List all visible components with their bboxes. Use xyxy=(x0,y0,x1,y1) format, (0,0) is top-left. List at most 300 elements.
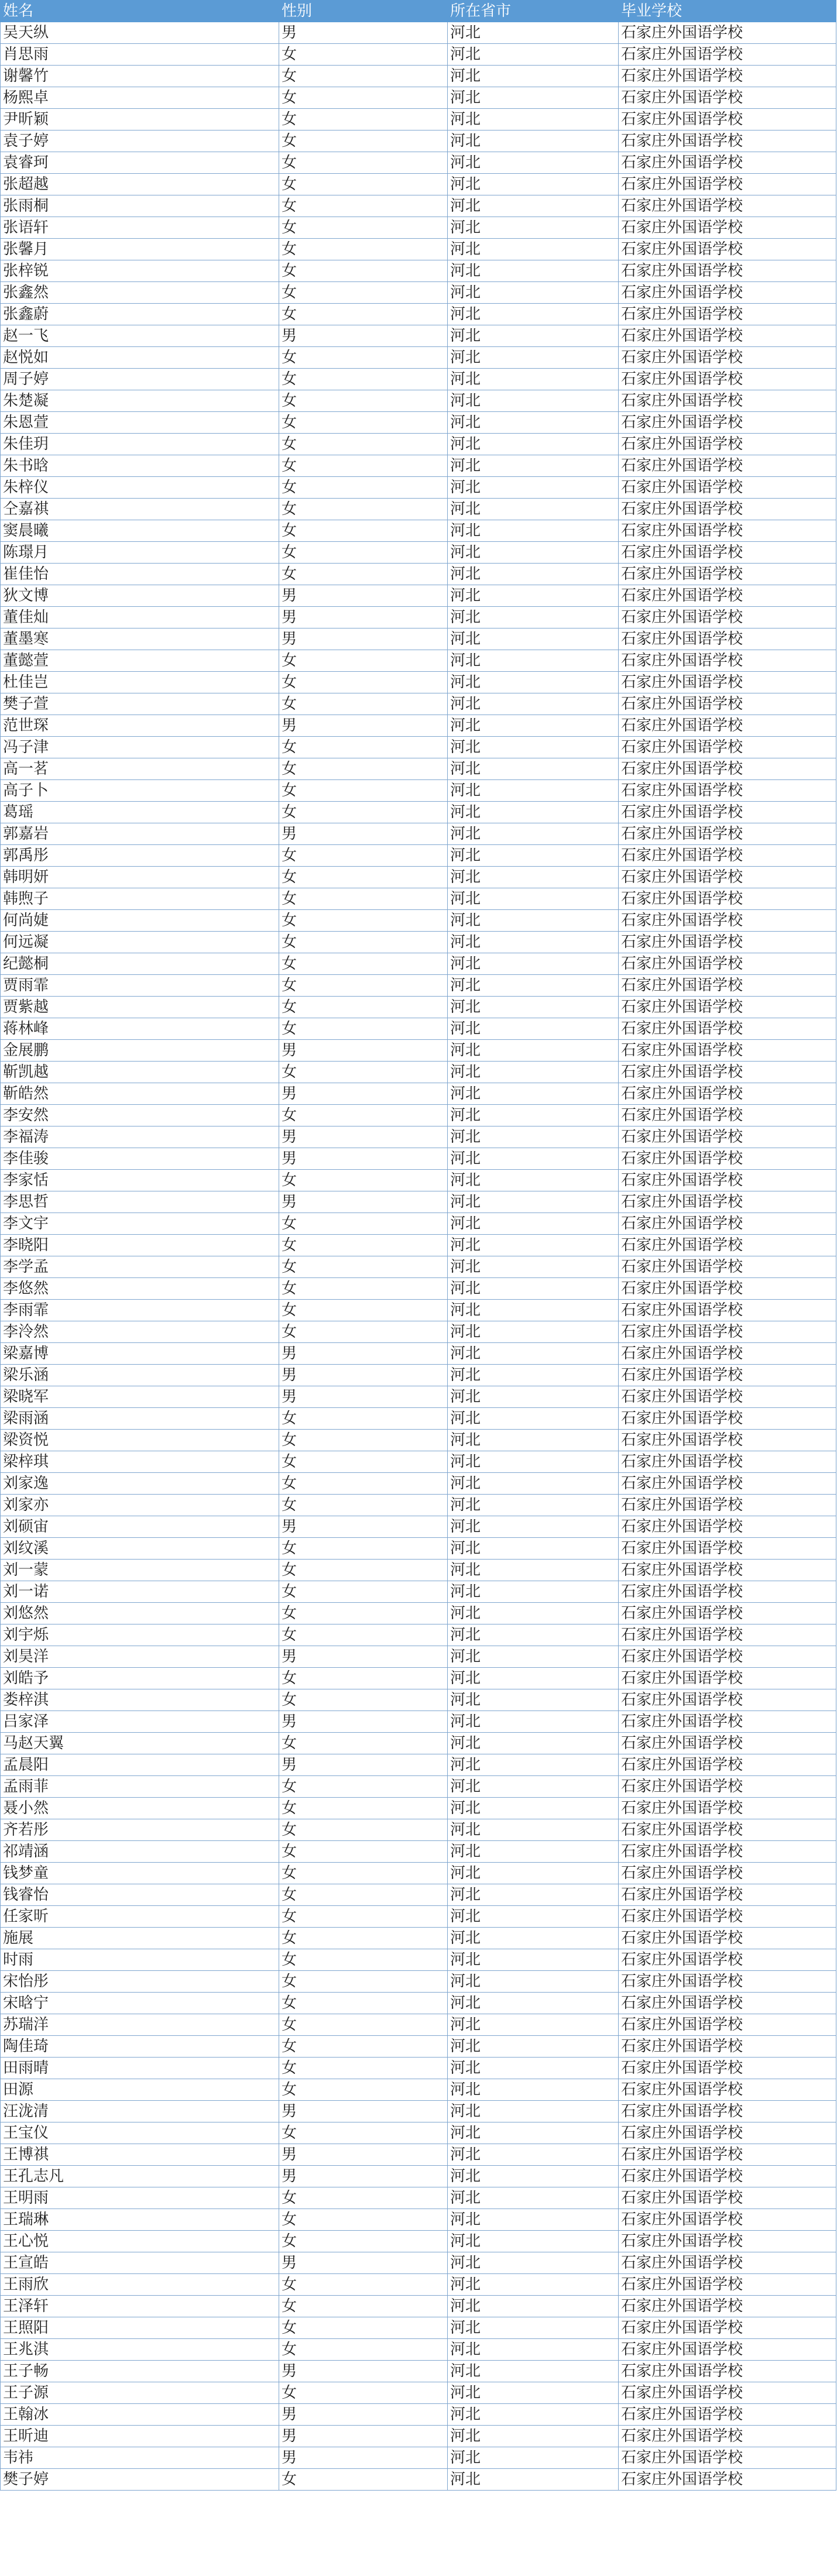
cell-province[interactable]: 河北 xyxy=(448,1646,619,1668)
cell-province[interactable]: 河北 xyxy=(448,672,619,693)
cell-province[interactable]: 河北 xyxy=(448,1300,619,1321)
cell-province[interactable]: 河北 xyxy=(448,2231,619,2252)
cell-gender[interactable]: 男 xyxy=(279,1191,448,1213)
cell-province[interactable]: 河北 xyxy=(448,195,619,217)
cell-province[interactable]: 河北 xyxy=(448,1603,619,1624)
cell-name[interactable]: 梁雨涵 xyxy=(1,1408,279,1430)
cell-school[interactable]: 石家庄外国语学校 xyxy=(619,1451,836,1473)
cell-gender[interactable]: 女 xyxy=(279,1776,448,1798)
cell-province[interactable]: 河北 xyxy=(448,1733,619,1754)
cell-gender[interactable]: 男 xyxy=(279,325,448,347)
cell-province[interactable]: 河北 xyxy=(448,66,619,87)
cell-name[interactable]: 李晓阳 xyxy=(1,1235,279,1256)
cell-school[interactable]: 石家庄外国语学校 xyxy=(619,2144,836,2166)
cell-province[interactable]: 河北 xyxy=(448,239,619,260)
cell-school[interactable]: 石家庄外国语学校 xyxy=(619,2014,836,2036)
cell-name[interactable]: 梁资悦 xyxy=(1,1430,279,1451)
cell-school[interactable]: 石家庄外国语学校 xyxy=(619,2252,836,2274)
cell-province[interactable]: 河北 xyxy=(448,1841,619,1863)
cell-school[interactable]: 石家庄外国语学校 xyxy=(619,1343,836,1365)
cell-province[interactable]: 河北 xyxy=(448,2036,619,2058)
cell-name[interactable]: 朱楚凝 xyxy=(1,390,279,412)
cell-gender[interactable]: 女 xyxy=(279,1062,448,1083)
cell-school[interactable]: 石家庄外国语学校 xyxy=(619,1365,836,1386)
cell-school[interactable]: 石家庄外国语学校 xyxy=(619,758,836,780)
cell-province[interactable]: 河北 xyxy=(448,44,619,66)
cell-school[interactable]: 石家庄外国语学校 xyxy=(619,1689,836,1711)
cell-province[interactable]: 河北 xyxy=(448,1993,619,2014)
cell-name[interactable]: 韩明妍 xyxy=(1,867,279,888)
cell-name[interactable]: 高一茗 xyxy=(1,758,279,780)
cell-name[interactable]: 梁晓军 xyxy=(1,1386,279,1408)
cell-province[interactable]: 河北 xyxy=(448,174,619,195)
cell-gender[interactable]: 男 xyxy=(279,1386,448,1408)
cell-province[interactable]: 河北 xyxy=(448,1906,619,1928)
cell-name[interactable]: 王宣皓 xyxy=(1,2252,279,2274)
cell-gender[interactable]: 女 xyxy=(279,910,448,932)
cell-gender[interactable]: 男 xyxy=(279,2252,448,2274)
cell-name[interactable]: 葛瑶 xyxy=(1,802,279,823)
cell-name[interactable]: 汪泷清 xyxy=(1,2101,279,2122)
cell-school[interactable]: 石家庄外国语学校 xyxy=(619,672,836,693)
cell-school[interactable]: 石家庄外国语学校 xyxy=(619,845,836,867)
cell-gender[interactable]: 女 xyxy=(279,953,448,975)
cell-province[interactable]: 河北 xyxy=(448,325,619,347)
cell-name[interactable]: 刘家逸 xyxy=(1,1473,279,1495)
cell-gender[interactable]: 女 xyxy=(279,2058,448,2079)
cell-province[interactable]: 河北 xyxy=(448,1256,619,1278)
cell-gender[interactable]: 女 xyxy=(279,542,448,564)
cell-school[interactable]: 石家庄外国语学校 xyxy=(619,737,836,758)
cell-province[interactable]: 河北 xyxy=(448,2447,619,2469)
cell-gender[interactable]: 女 xyxy=(279,1473,448,1495)
cell-province[interactable]: 河北 xyxy=(448,845,619,867)
cell-gender[interactable]: 女 xyxy=(279,304,448,325)
cell-name[interactable]: 田雨晴 xyxy=(1,2058,279,2079)
cell-gender[interactable]: 女 xyxy=(279,867,448,888)
cell-name[interactable]: 朱书晗 xyxy=(1,455,279,477)
cell-gender[interactable]: 男 xyxy=(279,22,448,44)
cell-school[interactable]: 石家庄外国语学校 xyxy=(619,2058,836,2079)
cell-gender[interactable]: 女 xyxy=(279,1321,448,1343)
cell-gender[interactable]: 女 xyxy=(279,520,448,542)
cell-school[interactable]: 石家庄外国语学校 xyxy=(619,1538,836,1560)
cell-gender[interactable]: 女 xyxy=(279,1993,448,2014)
cell-name[interactable]: 贾雨霏 xyxy=(1,975,279,997)
cell-name[interactable]: 肖思雨 xyxy=(1,44,279,66)
cell-province[interactable]: 河北 xyxy=(448,2404,619,2426)
cell-province[interactable]: 河北 xyxy=(448,477,619,499)
cell-province[interactable]: 河北 xyxy=(448,2209,619,2231)
cell-name[interactable]: 朱恩萱 xyxy=(1,412,279,434)
cell-name[interactable]: 吴天纵 xyxy=(1,22,279,44)
cell-gender[interactable]: 女 xyxy=(279,2317,448,2339)
header-name[interactable]: 姓名 xyxy=(1,1,279,22)
cell-school[interactable]: 石家庄外国语学校 xyxy=(619,434,836,455)
cell-school[interactable]: 石家庄外国语学校 xyxy=(619,780,836,802)
cell-gender[interactable]: 女 xyxy=(279,109,448,130)
cell-name[interactable]: 李思哲 xyxy=(1,1191,279,1213)
cell-name[interactable]: 谢馨竹 xyxy=(1,66,279,87)
cell-name[interactable]: 金展鹏 xyxy=(1,1040,279,1062)
cell-school[interactable]: 石家庄外国语学校 xyxy=(619,66,836,87)
cell-province[interactable]: 河北 xyxy=(448,347,619,369)
cell-name[interactable]: 张语轩 xyxy=(1,217,279,239)
cell-school[interactable]: 石家庄外国语学校 xyxy=(619,953,836,975)
cell-province[interactable]: 河北 xyxy=(448,2122,619,2144)
cell-province[interactable]: 河北 xyxy=(448,737,619,758)
cell-name[interactable]: 李悠然 xyxy=(1,1278,279,1300)
cell-school[interactable]: 石家庄外国语学校 xyxy=(619,109,836,130)
cell-school[interactable]: 石家庄外国语学校 xyxy=(619,22,836,44)
cell-name[interactable]: 王心悦 xyxy=(1,2231,279,2252)
cell-school[interactable]: 石家庄外国语学校 xyxy=(619,1386,836,1408)
cell-gender[interactable]: 女 xyxy=(279,390,448,412)
cell-name[interactable]: 朱梓仪 xyxy=(1,477,279,499)
cell-name[interactable]: 刘一诺 xyxy=(1,1581,279,1603)
cell-province[interactable]: 河北 xyxy=(448,758,619,780)
cell-province[interactable]: 河北 xyxy=(448,1321,619,1343)
cell-province[interactable]: 河北 xyxy=(448,217,619,239)
cell-name[interactable]: 王子畅 xyxy=(1,2361,279,2382)
cell-gender[interactable]: 女 xyxy=(279,932,448,953)
cell-name[interactable]: 任家昕 xyxy=(1,1906,279,1928)
cell-province[interactable]: 河北 xyxy=(448,1689,619,1711)
cell-province[interactable]: 河北 xyxy=(448,304,619,325)
cell-province[interactable]: 河北 xyxy=(448,1170,619,1191)
cell-province[interactable]: 河北 xyxy=(448,585,619,607)
cell-school[interactable]: 石家庄外国语学校 xyxy=(619,1971,836,1993)
cell-school[interactable]: 石家庄外国语学校 xyxy=(619,390,836,412)
cell-name[interactable]: 刘纹溪 xyxy=(1,1538,279,1560)
cell-name[interactable]: 何远凝 xyxy=(1,932,279,953)
cell-gender[interactable]: 女 xyxy=(279,2339,448,2361)
cell-name[interactable]: 韦祎 xyxy=(1,2447,279,2469)
cell-gender[interactable]: 男 xyxy=(279,1711,448,1733)
cell-school[interactable]: 石家庄外国语学校 xyxy=(619,1668,836,1689)
cell-gender[interactable]: 女 xyxy=(279,1018,448,1040)
cell-gender[interactable]: 女 xyxy=(279,282,448,304)
cell-gender[interactable]: 女 xyxy=(279,672,448,693)
cell-name[interactable]: 刘昊洋 xyxy=(1,1646,279,1668)
cell-school[interactable]: 石家庄外国语学校 xyxy=(619,1754,836,1776)
cell-school[interactable]: 石家庄外国语学校 xyxy=(619,867,836,888)
cell-province[interactable]: 河北 xyxy=(448,390,619,412)
cell-province[interactable]: 河北 xyxy=(448,888,619,910)
cell-gender[interactable]: 女 xyxy=(279,1170,448,1191)
cell-province[interactable]: 河北 xyxy=(448,1386,619,1408)
cell-name[interactable]: 齐若彤 xyxy=(1,1819,279,1841)
cell-province[interactable]: 河北 xyxy=(448,520,619,542)
cell-school[interactable]: 石家庄外国语学校 xyxy=(619,1213,836,1235)
cell-school[interactable]: 石家庄外国语学校 xyxy=(619,325,836,347)
cell-name[interactable]: 郭嘉岩 xyxy=(1,823,279,845)
cell-school[interactable]: 石家庄外国语学校 xyxy=(619,412,836,434)
cell-school[interactable]: 石家庄外国语学校 xyxy=(619,1235,836,1256)
cell-school[interactable]: 石家庄外国语学校 xyxy=(619,2447,836,2469)
cell-gender[interactable]: 男 xyxy=(279,2144,448,2166)
cell-gender[interactable]: 女 xyxy=(279,1928,448,1949)
cell-province[interactable]: 河北 xyxy=(448,2252,619,2274)
cell-name[interactable]: 刘家亦 xyxy=(1,1495,279,1516)
cell-gender[interactable]: 女 xyxy=(279,2036,448,2058)
cell-name[interactable]: 娄梓淇 xyxy=(1,1689,279,1711)
cell-province[interactable]: 河北 xyxy=(448,1040,619,1062)
cell-province[interactable]: 河北 xyxy=(448,1971,619,1993)
cell-name[interactable]: 刘硕宙 xyxy=(1,1516,279,1538)
cell-gender[interactable]: 男 xyxy=(279,585,448,607)
cell-name[interactable]: 王孔志凡 xyxy=(1,2166,279,2187)
cell-province[interactable]: 河北 xyxy=(448,1581,619,1603)
cell-province[interactable]: 河北 xyxy=(448,1343,619,1365)
cell-gender[interactable]: 女 xyxy=(279,2469,448,2491)
cell-province[interactable]: 河北 xyxy=(448,109,619,130)
cell-gender[interactable]: 女 xyxy=(279,2231,448,2252)
cell-gender[interactable]: 女 xyxy=(279,1624,448,1646)
cell-province[interactable]: 河北 xyxy=(448,1062,619,1083)
cell-school[interactable]: 石家庄外国语学校 xyxy=(619,542,836,564)
cell-name[interactable]: 钱睿怡 xyxy=(1,1884,279,1906)
cell-school[interactable]: 石家庄外国语学校 xyxy=(619,174,836,195)
cell-gender[interactable]: 女 xyxy=(279,1256,448,1278)
cell-name[interactable]: 王宝仪 xyxy=(1,2122,279,2144)
cell-name[interactable]: 张超越 xyxy=(1,174,279,195)
cell-province[interactable]: 河北 xyxy=(448,2317,619,2339)
cell-school[interactable]: 石家庄外国语学校 xyxy=(619,1321,836,1343)
cell-name[interactable]: 刘一蒙 xyxy=(1,1560,279,1581)
cell-province[interactable]: 河北 xyxy=(448,1884,619,1906)
cell-province[interactable]: 河北 xyxy=(448,1928,619,1949)
cell-gender[interactable]: 女 xyxy=(279,2014,448,2036)
cell-gender[interactable]: 女 xyxy=(279,412,448,434)
cell-name[interactable]: 李雨霏 xyxy=(1,1300,279,1321)
cell-school[interactable]: 石家庄外国语学校 xyxy=(619,1018,836,1040)
cell-school[interactable]: 石家庄外国语学校 xyxy=(619,2187,836,2209)
cell-name[interactable]: 王雨欣 xyxy=(1,2274,279,2296)
cell-gender[interactable]: 女 xyxy=(279,780,448,802)
cell-province[interactable]: 河北 xyxy=(448,2361,619,2382)
cell-gender[interactable]: 男 xyxy=(279,1365,448,1386)
cell-province[interactable]: 河北 xyxy=(448,953,619,975)
cell-province[interactable]: 河北 xyxy=(448,152,619,174)
cell-name[interactable]: 梁梓琪 xyxy=(1,1451,279,1473)
cell-school[interactable]: 石家庄外国语学校 xyxy=(619,1278,836,1300)
cell-name[interactable]: 李家恬 xyxy=(1,1170,279,1191)
cell-gender[interactable]: 女 xyxy=(279,758,448,780)
cell-gender[interactable]: 男 xyxy=(279,2361,448,2382)
cell-gender[interactable]: 女 xyxy=(279,1906,448,1928)
cell-gender[interactable]: 男 xyxy=(279,1126,448,1148)
cell-school[interactable]: 石家庄外国语学校 xyxy=(619,2469,836,2491)
cell-gender[interactable]: 女 xyxy=(279,1495,448,1516)
cell-school[interactable]: 石家庄外国语学校 xyxy=(619,715,836,737)
cell-name[interactable]: 李佳骏 xyxy=(1,1148,279,1170)
cell-province[interactable]: 河北 xyxy=(448,434,619,455)
cell-school[interactable]: 石家庄外国语学校 xyxy=(619,477,836,499)
cell-province[interactable]: 河北 xyxy=(448,260,619,282)
cell-gender[interactable]: 女 xyxy=(279,1841,448,1863)
cell-province[interactable]: 河北 xyxy=(448,607,619,628)
cell-school[interactable]: 石家庄外国语学校 xyxy=(619,239,836,260)
cell-gender[interactable]: 女 xyxy=(279,802,448,823)
cell-name[interactable]: 聂小然 xyxy=(1,1798,279,1819)
cell-name[interactable]: 刘悠然 xyxy=(1,1603,279,1624)
cell-province[interactable]: 河北 xyxy=(448,1754,619,1776)
cell-gender[interactable]: 女 xyxy=(279,1819,448,1841)
cell-school[interactable]: 石家庄外国语学校 xyxy=(619,2079,836,2101)
cell-gender[interactable]: 女 xyxy=(279,2274,448,2296)
cell-province[interactable]: 河北 xyxy=(448,1083,619,1105)
cell-school[interactable]: 石家庄外国语学校 xyxy=(619,2426,836,2447)
cell-gender[interactable]: 女 xyxy=(279,1668,448,1689)
cell-province[interactable]: 河北 xyxy=(448,1235,619,1256)
cell-school[interactable]: 石家庄外国语学校 xyxy=(619,997,836,1018)
cell-province[interactable]: 河北 xyxy=(448,1451,619,1473)
cell-province[interactable]: 河北 xyxy=(448,22,619,44)
cell-province[interactable]: 河北 xyxy=(448,1668,619,1689)
cell-name[interactable]: 王瑞琳 xyxy=(1,2209,279,2231)
cell-gender[interactable]: 男 xyxy=(279,1516,448,1538)
cell-name[interactable]: 梁乐涵 xyxy=(1,1365,279,1386)
cell-gender[interactable]: 女 xyxy=(279,1278,448,1300)
cell-gender[interactable]: 男 xyxy=(279,2447,448,2469)
cell-gender[interactable]: 女 xyxy=(279,217,448,239)
cell-name[interactable]: 贾紫越 xyxy=(1,997,279,1018)
cell-gender[interactable]: 男 xyxy=(279,1040,448,1062)
cell-province[interactable]: 河北 xyxy=(448,2058,619,2079)
cell-name[interactable]: 王明雨 xyxy=(1,2187,279,2209)
cell-province[interactable]: 河北 xyxy=(448,1711,619,1733)
cell-gender[interactable]: 男 xyxy=(279,715,448,737)
cell-school[interactable]: 石家庄外国语学校 xyxy=(619,1884,836,1906)
cell-gender[interactable]: 男 xyxy=(279,2166,448,2187)
cell-province[interactable]: 河北 xyxy=(448,910,619,932)
cell-gender[interactable]: 女 xyxy=(279,1581,448,1603)
cell-gender[interactable]: 女 xyxy=(279,693,448,715)
cell-gender[interactable]: 女 xyxy=(279,477,448,499)
cell-name[interactable]: 张鑫然 xyxy=(1,282,279,304)
cell-province[interactable]: 河北 xyxy=(448,1430,619,1451)
cell-school[interactable]: 石家庄外国语学校 xyxy=(619,499,836,520)
cell-school[interactable]: 石家庄外国语学校 xyxy=(619,693,836,715)
cell-gender[interactable]: 女 xyxy=(279,650,448,672)
cell-province[interactable]: 河北 xyxy=(448,1278,619,1300)
cell-province[interactable]: 河北 xyxy=(448,2166,619,2187)
cell-name[interactable]: 韩煦子 xyxy=(1,888,279,910)
cell-school[interactable]: 石家庄外国语学校 xyxy=(619,520,836,542)
cell-province[interactable]: 河北 xyxy=(448,867,619,888)
cell-gender[interactable]: 女 xyxy=(279,737,448,758)
cell-name[interactable]: 王翰冰 xyxy=(1,2404,279,2426)
cell-name[interactable]: 靳皓然 xyxy=(1,1083,279,1105)
cell-name[interactable]: 李福涛 xyxy=(1,1126,279,1148)
cell-province[interactable]: 河北 xyxy=(448,1949,619,1971)
cell-province[interactable]: 河北 xyxy=(448,1018,619,1040)
cell-name[interactable]: 蒋林峰 xyxy=(1,1018,279,1040)
cell-school[interactable]: 石家庄外国语学校 xyxy=(619,564,836,585)
cell-school[interactable]: 石家庄外国语学校 xyxy=(619,888,836,910)
cell-gender[interactable]: 女 xyxy=(279,1538,448,1560)
cell-name[interactable]: 马赵天翼 xyxy=(1,1733,279,1754)
cell-name[interactable]: 陶佳琦 xyxy=(1,2036,279,2058)
cell-province[interactable]: 河北 xyxy=(448,2426,619,2447)
cell-province[interactable]: 河北 xyxy=(448,1516,619,1538)
cell-gender[interactable]: 女 xyxy=(279,2079,448,2101)
cell-province[interactable]: 河北 xyxy=(448,499,619,520)
cell-name[interactable]: 仝嘉祺 xyxy=(1,499,279,520)
cell-province[interactable]: 河北 xyxy=(448,1819,619,1841)
cell-name[interactable]: 孟雨菲 xyxy=(1,1776,279,1798)
cell-name[interactable]: 樊子萱 xyxy=(1,693,279,715)
cell-gender[interactable]: 女 xyxy=(279,195,448,217)
cell-gender[interactable]: 男 xyxy=(279,823,448,845)
cell-gender[interactable]: 女 xyxy=(279,564,448,585)
cell-province[interactable]: 河北 xyxy=(448,780,619,802)
cell-school[interactable]: 石家庄外国语学校 xyxy=(619,1819,836,1841)
cell-gender[interactable]: 男 xyxy=(279,1083,448,1105)
cell-school[interactable]: 石家庄外国语学校 xyxy=(619,1495,836,1516)
cell-gender[interactable]: 女 xyxy=(279,347,448,369)
cell-name[interactable]: 李泠然 xyxy=(1,1321,279,1343)
cell-school[interactable]: 石家庄外国语学校 xyxy=(619,195,836,217)
cell-school[interactable]: 石家庄外国语学校 xyxy=(619,304,836,325)
cell-province[interactable]: 河北 xyxy=(448,2469,619,2491)
cell-name[interactable]: 张梓锐 xyxy=(1,260,279,282)
cell-province[interactable]: 河北 xyxy=(448,455,619,477)
cell-school[interactable]: 石家庄外国语学校 xyxy=(619,1841,836,1863)
cell-name[interactable]: 吕家泽 xyxy=(1,1711,279,1733)
cell-school[interactable]: 石家庄外国语学校 xyxy=(619,1040,836,1062)
cell-name[interactable]: 尹昕颖 xyxy=(1,109,279,130)
cell-province[interactable]: 河北 xyxy=(448,1126,619,1148)
cell-school[interactable]: 石家庄外国语学校 xyxy=(619,1776,836,1798)
cell-name[interactable]: 钱梦童 xyxy=(1,1863,279,1884)
cell-province[interactable]: 河北 xyxy=(448,1560,619,1581)
header-gender[interactable]: 性别 xyxy=(279,1,448,22)
cell-name[interactable]: 范世琛 xyxy=(1,715,279,737)
cell-province[interactable]: 河北 xyxy=(448,1213,619,1235)
cell-province[interactable]: 河北 xyxy=(448,932,619,953)
cell-school[interactable]: 石家庄外国语学校 xyxy=(619,2404,836,2426)
cell-name[interactable]: 施展 xyxy=(1,1928,279,1949)
cell-gender[interactable]: 女 xyxy=(279,2122,448,2144)
cell-province[interactable]: 河北 xyxy=(448,2339,619,2361)
cell-name[interactable]: 王泽轩 xyxy=(1,2296,279,2317)
cell-school[interactable]: 石家庄外国语学校 xyxy=(619,650,836,672)
cell-province[interactable]: 河北 xyxy=(448,564,619,585)
cell-gender[interactable]: 女 xyxy=(279,455,448,477)
cell-school[interactable]: 石家庄外国语学校 xyxy=(619,1083,836,1105)
cell-gender[interactable]: 女 xyxy=(279,1105,448,1126)
cell-school[interactable]: 石家庄外国语学校 xyxy=(619,2209,836,2231)
cell-province[interactable]: 河北 xyxy=(448,282,619,304)
cell-school[interactable]: 石家庄外国语学校 xyxy=(619,1408,836,1430)
cell-name[interactable]: 赵悦如 xyxy=(1,347,279,369)
cell-name[interactable]: 孟晨阳 xyxy=(1,1754,279,1776)
cell-school[interactable]: 石家庄外国语学校 xyxy=(619,369,836,390)
cell-school[interactable]: 石家庄外国语学校 xyxy=(619,2036,836,2058)
cell-province[interactable]: 河北 xyxy=(448,130,619,152)
cell-school[interactable]: 石家庄外国语学校 xyxy=(619,1430,836,1451)
cell-school[interactable]: 石家庄外国语学校 xyxy=(619,260,836,282)
cell-name[interactable]: 周子婷 xyxy=(1,369,279,390)
cell-name[interactable]: 王照阳 xyxy=(1,2317,279,2339)
cell-school[interactable]: 石家庄外国语学校 xyxy=(619,130,836,152)
cell-province[interactable]: 河北 xyxy=(448,2296,619,2317)
cell-gender[interactable]: 女 xyxy=(279,888,448,910)
cell-gender[interactable]: 女 xyxy=(279,997,448,1018)
cell-gender[interactable]: 女 xyxy=(279,1430,448,1451)
